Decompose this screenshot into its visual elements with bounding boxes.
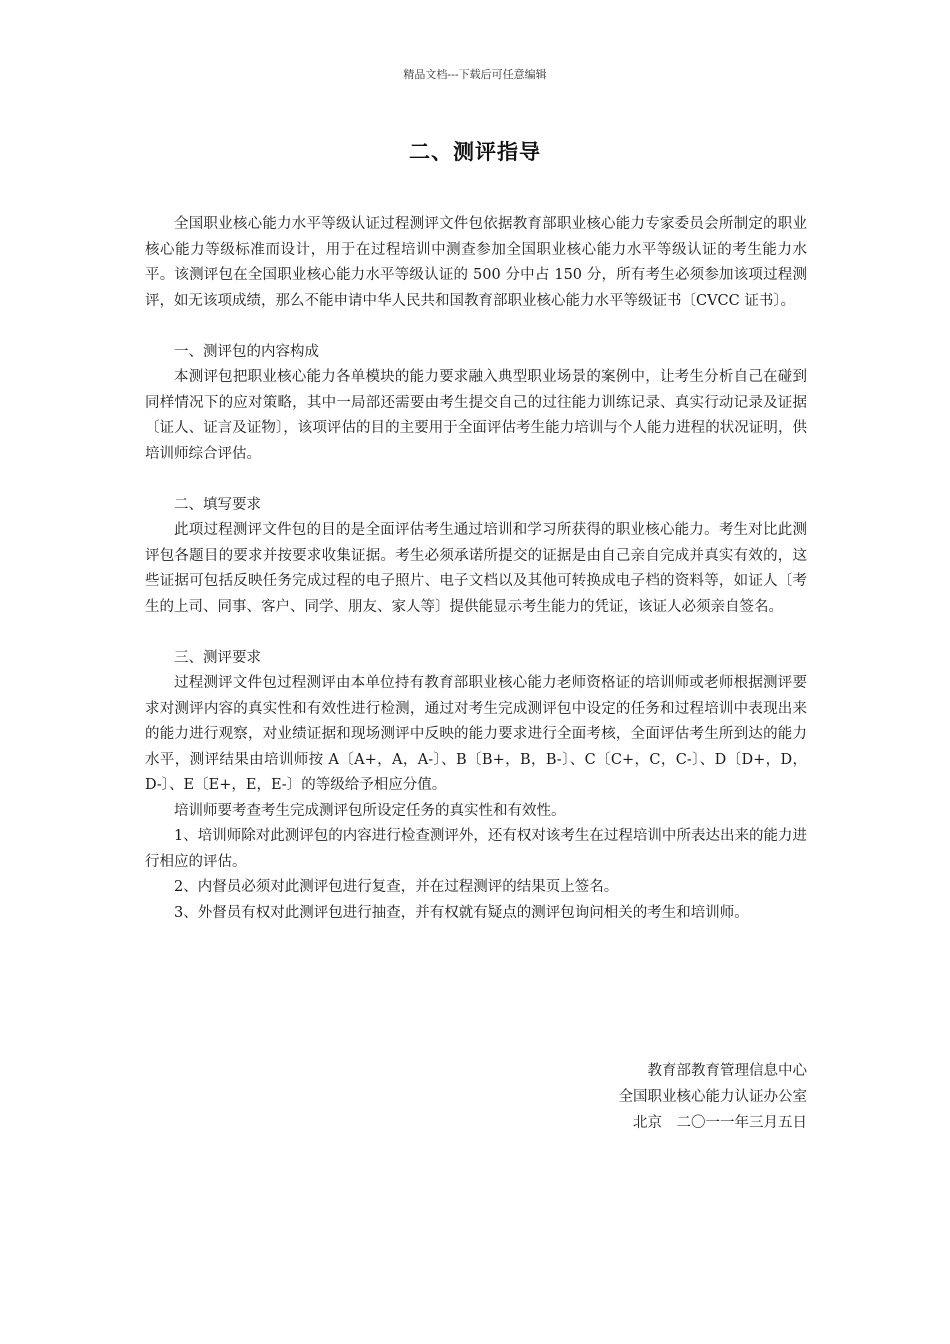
header-note: 精品文档---下载后可任意编辑 (403, 68, 547, 81)
document-title: 二、测评指导 (409, 140, 541, 164)
intro-paragraph: 全国职业核心能力水平等级认证过程测评文件包依据教育部职业核心能力专家委员会所制定的职业核心能力等级标准而设计，用于在过程培训中测查参加全国职业核心能力水平等级认证的考生能力水平。该测评包在全国职业核心能力水平等级认证的 500 分中占 150 分，所有考生必须参加该项过程测评，如无该项成绩，那么不能申请中华人民共和国教育部职业核心能力水平等级证书〔CVCC 证书〕。 (145, 216, 807, 309)
document-body (145, 212, 807, 926)
section-paragraph: 此项过程测评文件包的目的是全面评估考生通过培训和学习所获得的职业核心能力。考生对比此测评包各题目的要求并按要求收集证据。考生必须承诺所提交的证据是由自己亲自完成并真实有效的，这些证据可包括反映任务完成过程的电子照片、电子文档以及其他可转换成电子档的资料等，如证人〔考生的上司、同事、客户、同学、朋友、家人等〕提供能显示考生能力的凭证，该证人必须亲自签名。 (145, 522, 807, 615)
list-item: 2、内督员必须对此测评包进行复查，并在过程测评的结果页上签名。 (174, 879, 619, 895)
section-paragraph: 培训师要考查考生完成测评包所设定任务的真实性和有效性。 (174, 802, 566, 819)
signature-date: 北京 二〇一一年三月五日 (633, 1115, 807, 1131)
list-item: 1、培训师除对此测评包的内容进行检查测评外，还有权对该考生在过程培训中所表达出来的能力进行相应的评估。 (145, 828, 807, 870)
signature-office: 全国职业核心能力认证办公室 (618, 1089, 807, 1105)
section-heading-assessment: 三、测评要求 (174, 649, 261, 666)
spacer (145, 314, 807, 340)
spacer (145, 467, 807, 493)
section-paragraph: 过程测评文件包过程测评由本单位持有教育部职业核心能力老师资格证的培训师或老师根据测评要求对测评内容的真实性和有效性进行检测，通过对考生完成测评包中设定的任务和过程培训中表现出来的能力进行观察，对业绩证据和现场测评中反映的能力要求进行全面考核，全面评估考生所到达的能力水平，测评结果由培训师按 A〔A+，A，A-〕、B〔B+，B，B-〕、C〔C+，C，C-〕、D〔D+，D，D-〕、E〔E+，E，E-〕的等级给予相应分值。 (145, 675, 807, 793)
section-heading-composition: 一、测评包的内容构成 (174, 343, 319, 360)
section-paragraph: 本测评包把职业核心能力各单模块的能力要求融入典型职业场景的案例中，让考生分析自己在碰到同样情况下的应对策略，其中一局部还需要由考生提交自己的过往能力训练记录、真实行动记录及证据〔证人、证言及证物〕，该项评估的目的主要用于全面评估考生能力培训与个人能力进程的状况证明，供培训师综合评估。 (145, 369, 807, 462)
signature-block (407, 1058, 807, 1136)
section-heading-filling: 二、填写要求 (174, 496, 261, 513)
signature-org: 教育部教育管理信息中心 (647, 1063, 807, 1079)
spacer (145, 620, 807, 646)
list-item: 3、外督员有权对此测评包进行抽查，并有权就有疑点的测评包询问相关的考生和培训师。 (174, 904, 749, 921)
